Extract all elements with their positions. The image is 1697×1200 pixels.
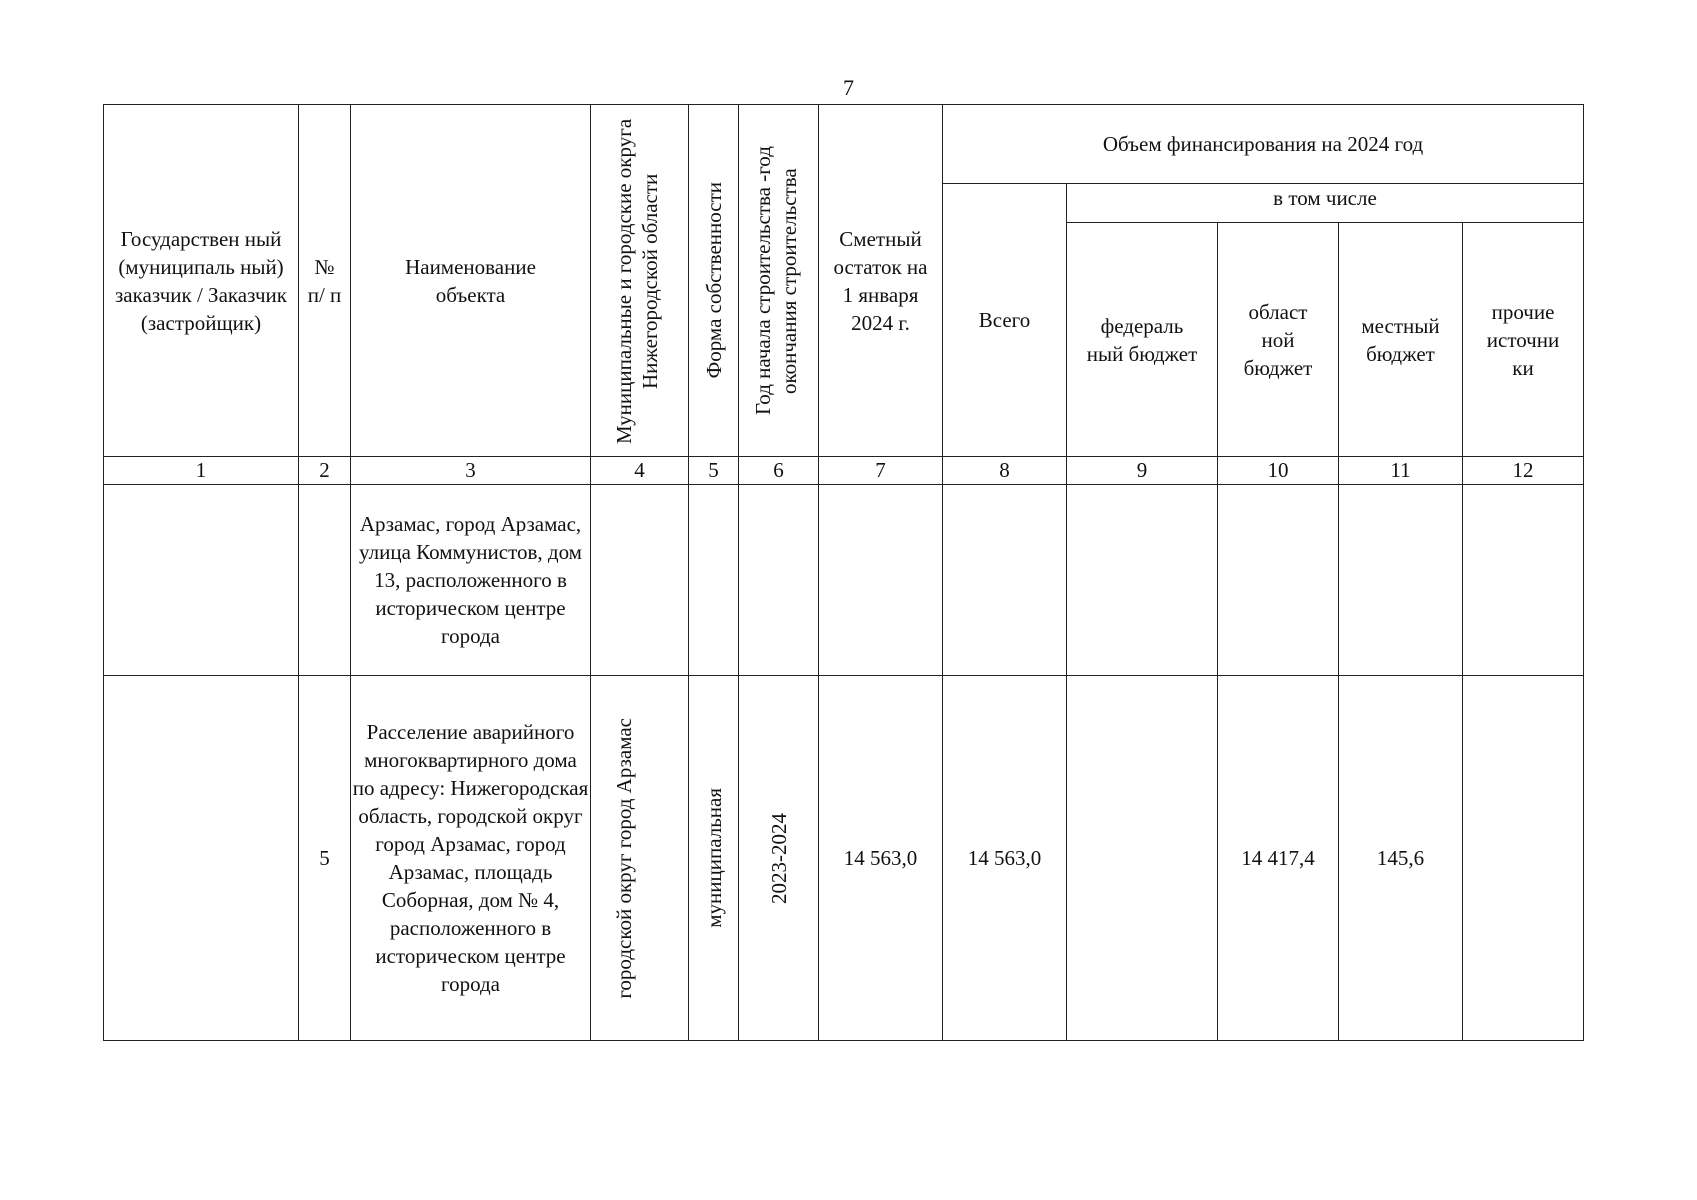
header-including: в том числе	[1067, 184, 1584, 223]
cell-ownership	[689, 676, 739, 1041]
header-other: прочие источни ки	[1463, 223, 1584, 457]
header-regional: област ной бюджет	[1218, 223, 1339, 457]
cell-years-text: 2023-2024	[766, 812, 791, 904]
cell-estimate-balance	[819, 485, 943, 676]
cell-district	[591, 676, 689, 1041]
header-local: местный бюджет	[1339, 223, 1463, 457]
column-number: 8	[943, 457, 1067, 485]
column-number: 7	[819, 457, 943, 485]
cell-number	[299, 485, 351, 676]
header-district-text: Муниципальные и городские округа Нижегородской области	[611, 117, 662, 444]
cell-district-text: городской округ город Арзамас	[611, 717, 636, 999]
header-years-text: Год начала строительства -год окончания строительства	[750, 146, 801, 415]
header-federal: федераль ный бюджет	[1067, 223, 1218, 457]
column-number: 1	[104, 457, 299, 485]
cell-total: 14 563,0	[943, 676, 1067, 1041]
header-funding-group: Объем финансирования на 2024 год	[943, 105, 1584, 184]
header-total: Всего	[943, 184, 1067, 457]
cell-estimate-balance: 14 563,0	[819, 676, 943, 1041]
column-number: 4	[591, 457, 689, 485]
cell-local: 145,6	[1339, 676, 1463, 1041]
cell-total	[943, 485, 1067, 676]
column-number: 2	[299, 457, 351, 485]
cell-district	[591, 485, 689, 676]
cell-customer	[104, 485, 299, 676]
column-numbers-row	[104, 457, 1584, 485]
table-row	[104, 676, 1584, 1041]
cell-years	[739, 485, 819, 676]
column-number: 3	[351, 457, 591, 485]
column-number: 11	[1339, 457, 1463, 485]
cell-number: 5	[299, 676, 351, 1041]
cell-federal	[1067, 676, 1218, 1041]
cell-local	[1339, 485, 1463, 676]
header-district	[591, 105, 689, 457]
cell-other	[1463, 676, 1584, 1041]
column-number: 5	[689, 457, 739, 485]
header-customer: Государствен ный (муниципаль ный) заказчик / Заказчик (застройщик)	[104, 105, 299, 457]
cell-object-name: Арзамас, город Арзамас, улица Коммунистов, дом 13, расположенного в историческом центре города	[351, 485, 591, 676]
header-ownership-text: Форма собственности	[701, 182, 726, 379]
header-estimate-balance: Сметный остаток на 1 января 2024 г.	[819, 105, 943, 457]
cell-ownership	[689, 485, 739, 676]
page-number: 7	[843, 75, 854, 100]
header-ownership	[689, 105, 739, 457]
cell-regional: 14 417,4	[1218, 676, 1339, 1041]
cell-federal	[1067, 485, 1218, 676]
column-number: 10	[1218, 457, 1339, 485]
header-years	[739, 105, 819, 457]
cell-years	[739, 676, 819, 1041]
header-row-1	[104, 105, 1584, 184]
header-number: № п/ п	[299, 105, 351, 457]
column-number: 9	[1067, 457, 1218, 485]
cell-ownership-text: муниципальная	[701, 788, 726, 928]
column-number: 6	[739, 457, 819, 485]
cell-regional	[1218, 485, 1339, 676]
cell-customer	[104, 676, 299, 1041]
column-number: 12	[1463, 457, 1584, 485]
header-object-name: Наименование объекта	[351, 105, 591, 457]
cell-other	[1463, 485, 1584, 676]
financing-table	[103, 104, 1584, 1041]
cell-object-name: Расселение аварийного многоквартирного дома по адресу: Нижегородская область, городской округ город Арзамас, город Арзамас, площадь Соборная, дом № 4, расположенного в историческом центре города	[351, 676, 591, 1041]
table-row	[104, 485, 1584, 676]
